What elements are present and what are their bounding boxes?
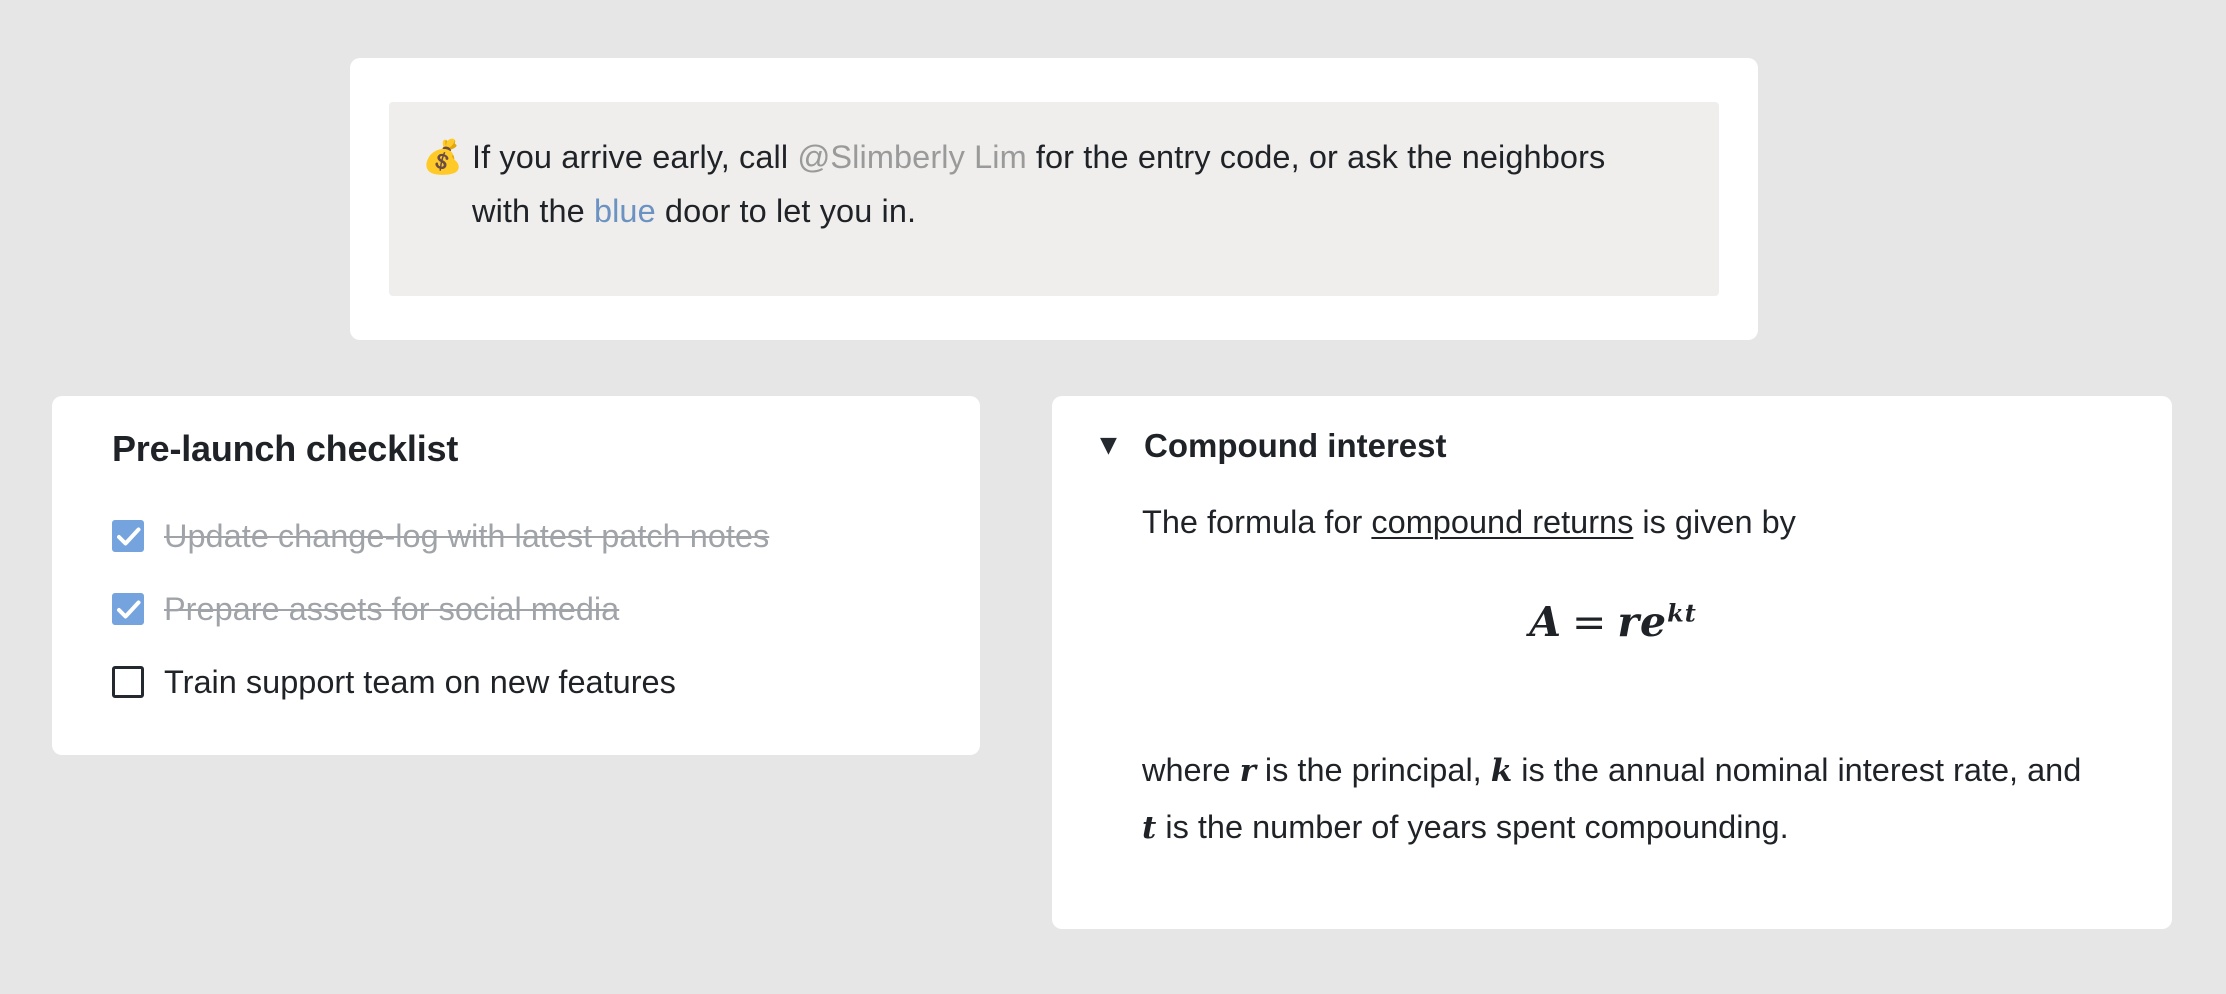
checklist-title: Pre-launch checklist	[112, 428, 459, 469]
formula-expression	[1529, 598, 1697, 646]
formula-intro-prefix: The formula for	[1142, 504, 1372, 540]
blue-door-link[interactable]: blue	[593, 193, 656, 229]
money-bag-emoji: 💰	[422, 137, 464, 176]
list-item[interactable]	[112, 572, 950, 645]
formula-body	[1142, 494, 2124, 856]
formula-rhs-base: re	[1617, 598, 1668, 646]
explanation-segment-2: is the principal,	[1255, 752, 1491, 788]
callout-card	[350, 58, 1758, 340]
callout-row	[422, 130, 1689, 238]
callout-block	[389, 102, 1719, 296]
callout-text-segment-2: for the entry code, or ask the neighbors with the	[472, 139, 1606, 229]
list-item[interactable]	[112, 499, 950, 572]
formula-display-block	[1142, 598, 2124, 646]
formula-explanation	[1142, 742, 2082, 856]
variable-k: k	[1490, 753, 1513, 789]
formula-rhs-exponent: kt	[1667, 598, 1697, 628]
variable-r: r	[1239, 753, 1256, 789]
checkbox-unchecked-icon[interactable]	[112, 666, 144, 698]
callout-text-segment-1: If you arrive early, call	[472, 139, 798, 175]
formula-operator: =	[1572, 598, 1608, 646]
triangle-down-icon[interactable]: ▼	[1100, 433, 1117, 458]
list-item[interactable]	[112, 645, 950, 718]
formula-intro	[1142, 494, 2124, 550]
formula-lhs: A	[1529, 598, 1563, 646]
list-item-label: Train support team on new features	[164, 663, 676, 700]
list-item-label: Update change-log with latest patch notes	[164, 517, 770, 554]
explanation-segment-4: is the number of years spent compounding.	[1156, 809, 1789, 845]
checkbox-checked-icon[interactable]	[112, 520, 144, 552]
formula-intro-suffix: is given by	[1633, 504, 1796, 540]
callout-text	[472, 130, 1607, 238]
compound-returns-link[interactable]: compound returns	[1371, 504, 1634, 540]
variable-t: t	[1142, 810, 1157, 846]
formula-card	[1052, 396, 2172, 929]
details-summary[interactable]	[1100, 426, 1447, 466]
list-item-label: Prepare assets for social media	[164, 590, 620, 627]
explanation-segment-3: is the annual nominal interest rate, and	[1512, 752, 2082, 788]
checkbox-checked-icon[interactable]	[112, 593, 144, 625]
user-mention-link[interactable]: @Slimberly Lim	[797, 139, 1027, 175]
checklist-card	[52, 396, 980, 755]
callout-text-segment-3: door to let you in.	[655, 193, 917, 229]
explanation-segment-1: where	[1142, 752, 1240, 788]
details-summary-label: Compound interest	[1144, 427, 1447, 464]
checklist-items	[112, 499, 950, 718]
